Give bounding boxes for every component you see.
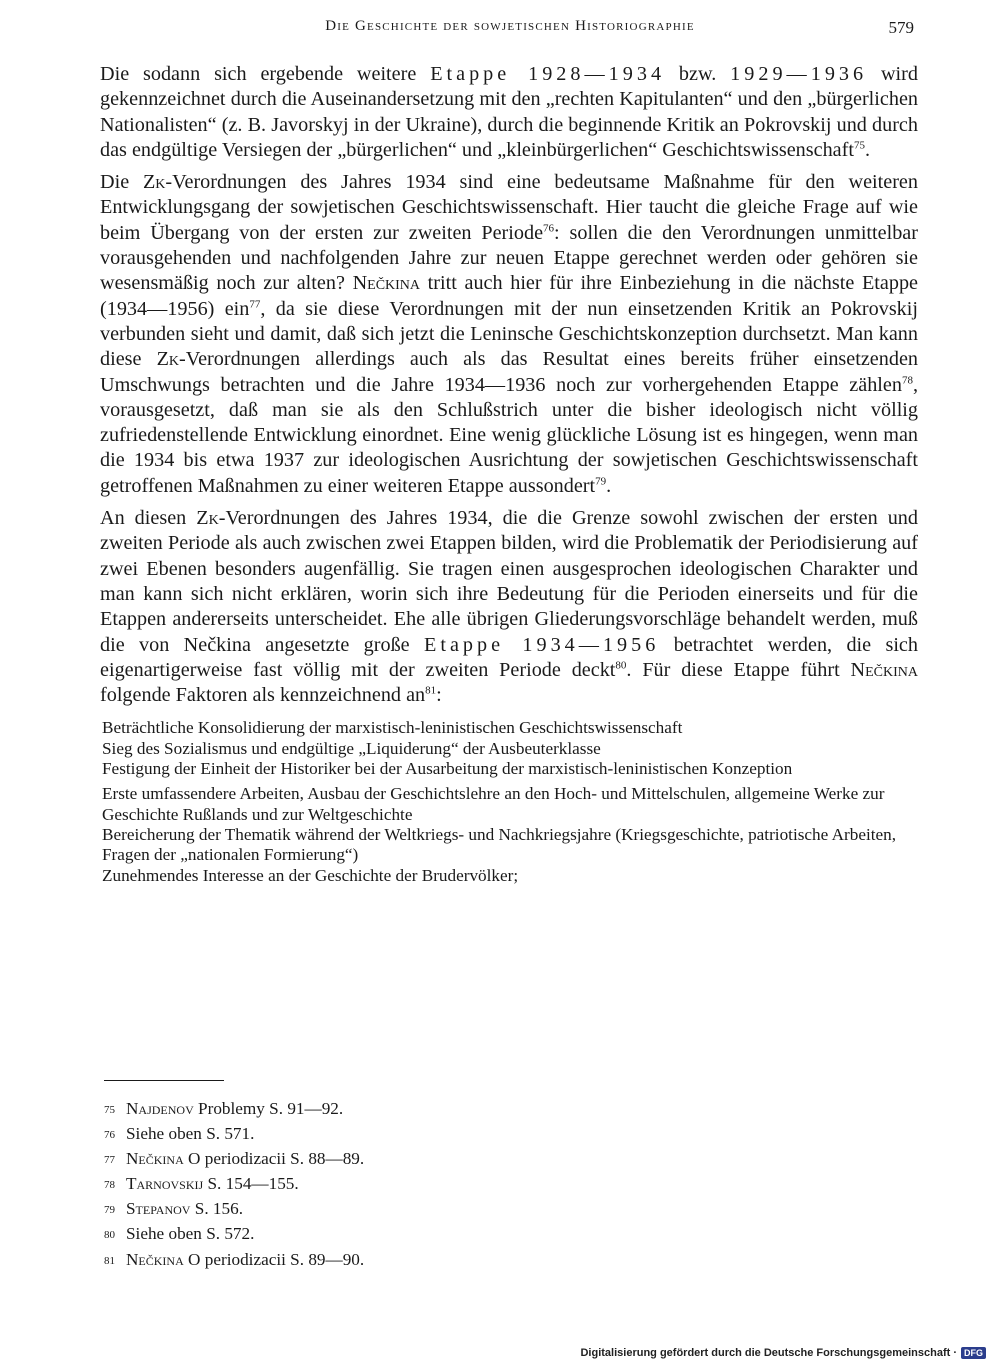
main-text — [100, 62, 918, 886]
list-item: Beträchtliche Konsolidierung der marxistisch-leninistischen Geschichtswissenschaft — [102, 718, 683, 738]
footnote-ref[interactable]: 80 — [615, 659, 627, 672]
footnote-text: O periodizacii S. 88—89. — [183, 1149, 365, 1169]
footnote-number: 81 — [104, 1254, 115, 1267]
footnote-item — [104, 1147, 704, 1172]
footnotes — [104, 1097, 704, 1273]
list-item: Bereicherung der Thematik während der Weltkriegs- und Nachkriegsjahre (Kriegsgeschichte, patriotische Arbeiten, Fragen der „nationalen Formierung“) — [102, 824, 897, 865]
spaced-emphasis: 1929—1936 — [730, 63, 868, 85]
funding-notice — [580, 1347, 986, 1359]
footnote-text: S. 156. — [190, 1199, 243, 1219]
text-run: : — [436, 684, 442, 707]
list-item: Zunehmendes Interesse an der Geschichte der Brudervölker; — [102, 865, 519, 885]
list-item: Sieg des Sozialismus und endgültige „Liquiderung“ der Ausbeuterklasse — [102, 738, 601, 758]
dfg-logo: DFG — [961, 1347, 986, 1359]
footnote-divider — [104, 1080, 224, 1081]
footnote-number: 76 — [104, 1129, 115, 1142]
footnote-item — [104, 1172, 704, 1197]
footnote-ref[interactable]: 77 — [249, 297, 261, 310]
abbreviation-zk: Zk — [196, 507, 219, 530]
text-run: folgende Faktoren als kennzeichnend an — [100, 684, 426, 707]
author-name: Nečkina — [352, 272, 421, 295]
text-run: wird gekennzeichnet durch die Auseinandersetzung mit den „rechten Kapitulanten“ und den „bürgerlichen Nationalisten“ (z. B. Javorskyj in der Ukraine), durch die beginnende Kritik an Pokrovskij und durch das endgültige Versiegen der „bürgerlichen“ und „kleinbürgerlichen“ Geschichtswissenschaft — [100, 63, 918, 161]
text-run: . Für diese Etappe führt — [626, 658, 851, 681]
footnote-number: 75 — [104, 1104, 115, 1116]
footnote-ref[interactable]: 76 — [543, 222, 555, 235]
footnote-item — [104, 1248, 704, 1273]
text-run: . — [606, 474, 612, 497]
footnote-text: Siehe oben S. 571. — [126, 1124, 255, 1144]
footnote-item — [104, 1122, 704, 1147]
list-item: Erste umfassendere Arbeiten, Ausbau der Geschichtslehre an den Hoch- und Mittelschulen, allgemeine Werke zur Geschichte Rußlands und zur Weltgeschichte — [102, 784, 885, 824]
author-name: Nečkina — [850, 658, 919, 681]
author-name: Tarnovskij — [126, 1174, 204, 1194]
footnote-number: 80 — [104, 1229, 115, 1242]
abbreviation-zk: Zk — [142, 171, 166, 194]
footnote-text: S. 154—155. — [203, 1174, 299, 1194]
author-name: Nečkina — [126, 1249, 184, 1269]
footnote-ref[interactable]: 81 — [425, 684, 437, 697]
list-item: Festigung der Einheit der Historiker bei der Ausarbeitung der marxistisch-leninistischen Konzeption — [102, 759, 793, 779]
footnote-ref[interactable]: 75 — [853, 139, 865, 152]
spaced-emphasis: Etappe 1934—1956 — [424, 633, 660, 656]
paragraph-1 — [100, 62, 918, 163]
author-name: Nečkina — [126, 1149, 184, 1169]
text-run: tritt auch hier für ihre Einbeziehung in die nächste Etappe (1934—1956) ein — [100, 272, 918, 320]
paragraph-2: Die Zk-Verordnungen des Jahres 1934 sind eine bedeutsame Maßnahme für den weiteren Entwicklungsgang der sowjetischen Geschichtswissenschaft. Hier taucht die gleiche Frage auf wie beim Übergang von der ersten zur zweiten Periode$^{76}$: sollen die den Verordnungen unmittelbar vorausgehenden und nachfolgenden Jahre zur neuen Etappe gerechnet werden oder gehören sie wesensmäßig noch zur alten? Nečkina tritt auch hier für ihre Einbeziehung in die nächste Etappe (1934—1956) ein$^{77}$, da sie diese Verordnungen mit der nun einsetzenden Kritik an Pokrovskij verbunden sieht und damit, daß sich jetzt die Leninsche Geschichtskonzeption durchsetzt. Man kann diese Zk-Verordnungen allerdings auch als das Resultat eines bereits früher einsetzenden Umschwungs betrachten und die Jahre 1934—1936 noch zur vorhergehenden Etappe zählen$^{78}$, vorausgesetzt, daß man sie als den Schlußstrich unter die bisher ideologisch nicht völlig zufriedenstellende Entwicklung einordnet. Eine wenig glückliche Lösung ist es hingegen, wenn man die 1934 bis etwa 1937 zur ideologischen Ausrichtung der sowjetischen Geschichtswissenschaft getroffenen Maßnahmen zu einer weiteren Etappe aussondert$^{79}$. — [100, 171, 918, 497]
footnote-number: 79 — [104, 1204, 115, 1217]
footnote-text: Problemy S. 91—92. — [193, 1099, 344, 1118]
abbreviation-zk: Zk — [156, 348, 180, 371]
factor-list — [102, 718, 918, 885]
text-run: , da sie diese Verordnungen mit der nun einsetzenden Kritik an Pokrovskij verbunden sieht und damit, daß sich jetzt die Leninsche Geschichtskonzeption durchsetzt. Man kann diese — [100, 297, 918, 371]
footnote-item — [104, 1197, 704, 1222]
footnote-number: 78 — [104, 1179, 115, 1192]
text-run: betrachtet werden, die sich eigenartigerweise fast völlig mit der zweiten Periode deckt — [100, 633, 918, 681]
footnote-ref[interactable]: 78 — [901, 373, 913, 386]
text-run: -Verordnungen des Jahres 1934 sind eine bedeutsame Maßnahme für den weiteren Entwicklungsgang der sowjetischen Geschichtswissenschaft. Hier taucht die gleiche Frage auf wie beim Übergang von der ersten zur zweiten Periode — [100, 171, 918, 244]
running-head: Die Geschichte der sowjetischen Historiographie — [325, 18, 695, 34]
text-run: -Verordnungen allerdings auch als das Resultat eines bereits früher einsetzenden Umschwungs betrachten und die Jahre 1934—1936 noch zur vorhergehenden Etappe zählen — [100, 348, 918, 396]
text-run: -Verordnungen des Jahres 1934, die die Grenze sowohl zwischen der ersten und zweiten Periode als auch zwischen zwei Etappen bilden, wird die Problematik der Periodisierung auf zwei Ebenen besonders augenfällig. Sie tragen einen ausgesprochen ideologischen Charakter und man kann sich nicht erklären, worin sich ihre Bedeutung für die Perioden einerseits und für die Etappen andererseits unterscheidet. Ehe alle übrigen Gliederungsvorschläge behandelt werden, muß die von Nečkina angesetzte große — [100, 507, 918, 656]
paragraph-3 — [100, 506, 918, 708]
text-run: Die sodann sich ergebende weitere — [100, 63, 431, 85]
text-run: An diesen — [100, 507, 197, 530]
funding-text: Digitalisierung gefördert durch die Deutsche Forschungsgemeinschaft · — [580, 1347, 957, 1359]
footnote-number: 77 — [104, 1154, 115, 1167]
text-run: , vorausgesetzt, daß man sie als den Schlußstrich unter die bisher ideologisch nicht völlig zufriedenstellende Entwicklung einordnet. Eine wenig glückliche Lösung ist es hingegen, wenn man die 1934 bis etwa 1937 zur ideologischen Ausrichtung der sowjetischen Geschichtswissenschaft getroffenen Maßnahmen zu einer weiteren Etappe aussondert — [100, 373, 918, 497]
page-number: 579 — [888, 18, 914, 37]
text-run: bzw. — [665, 63, 731, 85]
footnote-text: Siehe oben S. 572. — [126, 1224, 255, 1244]
footnote-item — [104, 1097, 704, 1122]
author-name: Stepanov — [126, 1199, 191, 1219]
text-run: : sollen die den Verordnungen unmittelbar vorausgehenden und nachfolgenden Jahre zur neuen Etappe gerechnet werden oder gehören sie wesensmäßig noch zur alten? — [100, 221, 918, 295]
footnote-text: O periodizacii S. 89—90. — [183, 1249, 365, 1269]
spaced-emphasis: Etappe 1928—1934 — [430, 63, 666, 85]
text-run: . — [864, 138, 871, 161]
footnote-item — [104, 1222, 704, 1247]
footnote-ref[interactable]: 79 — [595, 475, 607, 488]
author-name: Najdenov — [126, 1099, 194, 1118]
